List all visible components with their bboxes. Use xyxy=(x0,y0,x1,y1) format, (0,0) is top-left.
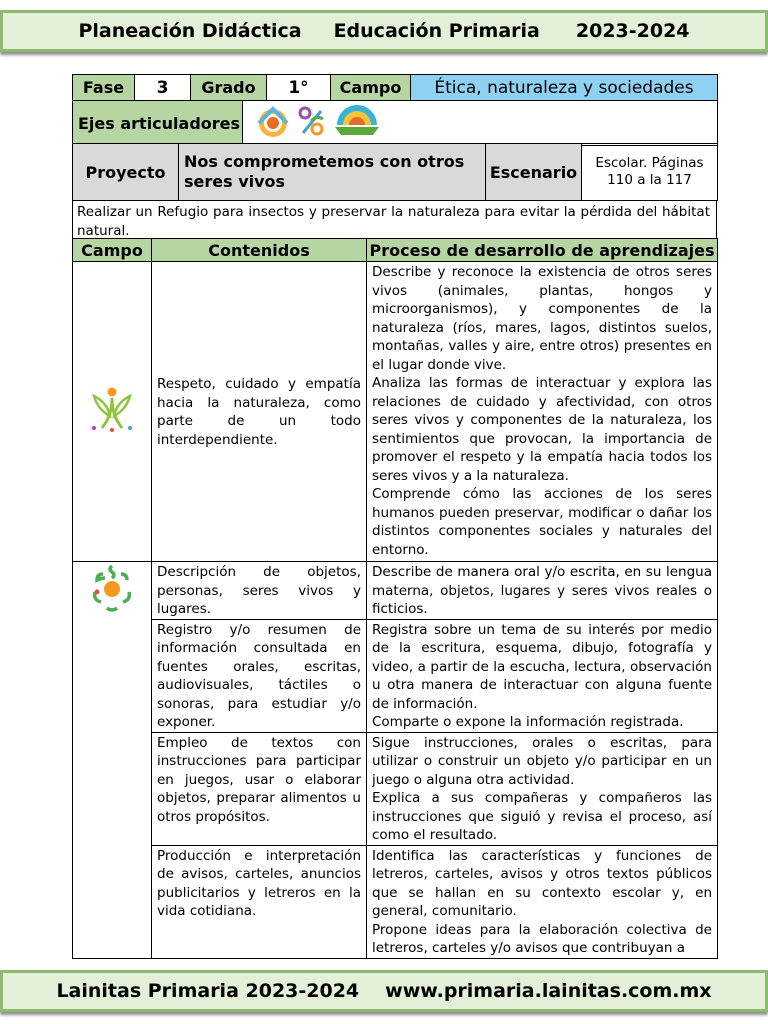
contenido-cell: Descripción de objetos, personas, seres vivos y lugares. xyxy=(152,562,367,620)
header-level: Educación Primaria xyxy=(333,20,540,42)
header-banner xyxy=(0,10,768,52)
header-proceso: Proceso de desarrollo de aprendizajes xyxy=(367,239,718,262)
grado-value: 1° xyxy=(267,75,331,101)
inclusion-icon xyxy=(259,109,287,137)
proceso-cell xyxy=(367,845,718,958)
fase-label: Fase xyxy=(73,75,135,101)
info-row-proyecto xyxy=(72,143,718,201)
lenguajes-icon xyxy=(87,564,137,614)
contenido-cell: Empleo de textos con instrucciones para participar en juegos, usar o elaborar objetos, preparar alimentos u otros propósitos. xyxy=(152,732,367,845)
proceso-paragraph: Analiza las formas de interactuar y explora las relaciones de cuidado y afectividad, con otros seres vivos y componentes de la naturaleza, los sentimientos que provocan, la importancia de promover el respeto y la empatía hacia todos los seres vivos y a la naturaleza. xyxy=(372,375,712,484)
fase-value: 3 xyxy=(135,75,191,101)
contenido-cell: Producción e interpretación de avisos, carteles, anuncios publicitarios y letreros en la vida cotidiana. xyxy=(152,845,367,958)
proceso-paragraph: Describe y reconoce la existencia de otros seres vivos (animales, plantas, hongos y microorganismos), y componentes de la naturaleza (ríos, mares, lagos, distintos suelos, montañas, valles y aire, entre otros) presentes en el lugar donde vive. xyxy=(372,264,712,373)
footer-url[interactable]: www.primaria.lainitas.com.mx xyxy=(385,980,712,1002)
grado-label: Grado xyxy=(191,75,267,101)
ejes-icons xyxy=(243,101,718,146)
info-row-fase xyxy=(72,74,718,101)
footer-banner xyxy=(0,970,768,1012)
table-header-row xyxy=(73,239,718,262)
proceso-cell xyxy=(367,562,718,620)
table-row xyxy=(73,732,718,845)
purpose-text: Realizar un Refugio para insectos y preservar la naturaleza para evitar la pérdida del hábitat natural. xyxy=(73,201,717,241)
table-row xyxy=(73,562,718,620)
proceso-cell xyxy=(367,262,718,562)
header-campo: Campo xyxy=(73,239,152,262)
content-table xyxy=(72,238,718,959)
proceso-paragraph: Propone ideas para la elaboración colectiva de letreros, carteles y/o avisos que contribuyan a xyxy=(372,921,712,956)
proceso-paragraph: Explica a sus compañeras y compañeros las instrucciones que siguió y revisa el proceso, así como el resultado. xyxy=(372,790,712,843)
header-contenidos: Contenidos xyxy=(152,239,367,262)
footer-brand: Lainitas Primaria 2023-2024 xyxy=(56,980,360,1002)
proceso-paragraph: Identifica las características y funciones de letreros, carteles, avisos y otros textos públicos que se hallan en su contexto escolar y, en general, comunitario. xyxy=(372,847,712,919)
ejes-icons-group xyxy=(255,101,385,141)
vida-saludable-icon xyxy=(335,105,379,135)
header-title: Planeación Didáctica xyxy=(78,20,302,42)
ejes-label: Ejes articuladores xyxy=(73,101,243,146)
interculturalidad-icon xyxy=(300,108,323,134)
proceso-paragraph: Registra sobre un tema de su interés por medio de la escritura, esquema, dibujo, fotografía y video, a partir de la escucha, lectura, observación u otra manera de interactuar con alguna fuente de información. xyxy=(372,621,712,712)
proceso-cell xyxy=(367,732,718,845)
purpose-row xyxy=(72,200,717,241)
proyecto-value: Nos comprometemos con otros seres vivos xyxy=(179,144,486,201)
header-year: 2023-2024 xyxy=(575,20,690,42)
proceso-paragraph: Comparte o expone la información registrada. xyxy=(372,714,684,730)
proceso-paragraph: Comprende cómo las acciones de los seres humanos pueden preservar, modificar o dañar los distintos componentes sociales y naturales del entorno. xyxy=(372,486,712,558)
proceso-paragraph: Describe de manera oral y/o escrita, en su lengua materna, objetos, lugares y seres vivos reales o ficticios. xyxy=(372,564,712,617)
escenario-value: Escolar. Páginas 110 a la 117 xyxy=(582,144,718,201)
campo-icon-cell xyxy=(73,262,152,562)
table-row xyxy=(73,619,718,732)
campo-label: Campo xyxy=(331,75,411,101)
proceso-paragraph: Sigue instrucciones, orales o escritas, para utilizar o construir un objeto y/o participar en un juego o alguna otra actividad. xyxy=(372,734,712,788)
proyecto-label: Proyecto xyxy=(73,144,179,201)
campo-icon-cell xyxy=(73,562,152,959)
etica-naturaleza-icon xyxy=(88,384,136,436)
info-row-ejes xyxy=(72,100,718,146)
table-row xyxy=(73,845,718,958)
contenido-cell: Respeto, cuidado y empatía hacia la naturaleza, como parte de un todo interdependiente. xyxy=(152,262,367,562)
campo-value: Ética, naturaleza y sociedades xyxy=(411,75,718,101)
table-row xyxy=(73,262,718,562)
escenario-label: Escenario xyxy=(486,144,582,201)
proceso-cell xyxy=(367,619,718,732)
contenido-cell: Registro y/o resumen de información consultada en fuentes orales, escritas, audiovisuales, táctiles o sonoras, para estudiar y/o exponer. xyxy=(152,619,367,732)
